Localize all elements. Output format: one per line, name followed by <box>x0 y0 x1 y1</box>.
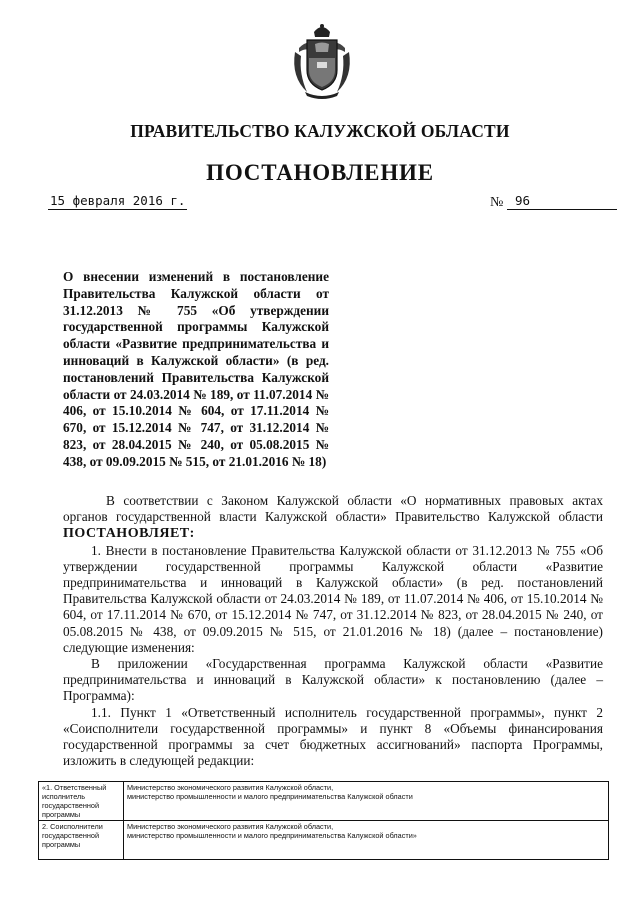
table-cell-line: министерство промышленности и малого предпринимательства Калужской области» <box>127 831 417 840</box>
table-row <box>39 821 609 860</box>
decree-word: ПОСТАНОВЛЯЕТ: <box>63 526 195 542</box>
table-cell-label: «1. Ответственный исполнитель государственной программы <box>39 782 124 821</box>
table-cell-label: 2. Соисполнители государственной программы <box>39 821 124 860</box>
document-number-label: № <box>490 195 504 210</box>
annex-paragraph: В приложении «Государственная программа Калужской области «Развитие предпринимательства и инноваций в Калужской области» к постановлению (далее – Программа): <box>63 656 603 704</box>
organization-title: ПРАВИТЕЛЬСТВО КАЛУЖСКОЙ ОБЛАСТИ <box>130 121 510 141</box>
document-number: 96 <box>507 193 617 210</box>
table-cell-value <box>124 821 609 860</box>
table-cell-line: министерство промышленности и малого предпринимательства Калужской области <box>127 792 413 801</box>
item-1-1-paragraph: 1.1. Пункт 1 «Ответственный исполнитель государственной программы», пункт 2 «Соисполнители государственной программы» и пункт 8 «Объемы финансирования государственной программы за счет бюджетных ассигнований» паспорта Программы, изложить в следующей редакции: <box>63 704 603 769</box>
table-row <box>39 782 609 821</box>
table-cell-value <box>124 782 609 821</box>
passport-table <box>38 781 609 860</box>
coat-of-arms-emblem <box>287 22 357 102</box>
table-cell-line: Министерство экономического развития Калужской области, <box>127 822 334 831</box>
document-type-title: ПОСТАНОВЛЕНИЕ <box>206 160 434 185</box>
document-date: 15 февраля 2016 г. <box>50 193 186 208</box>
preamble-text: В соответствии с Законом Калужской области «О нормативных правовых актах органов государственной власти Калужской области» Правительство Калужской области <box>63 493 603 525</box>
document-body <box>63 493 603 769</box>
table-cell-line: Министерство экономического развития Калужской области, <box>127 783 334 792</box>
preamble-paragraph <box>63 493 603 543</box>
item-1-paragraph: 1. Внести в постановление Правительства Калужской области от 31.12.2013 № 755 «Об утверждении государственной программы Калужской области «Развитие предпринимательства и инноваций в Калужской области» (в ред. постановлений Правительства Калужской области от 24.03.2014 № 189, от 11.07.2014 № 406, от 15.10.2014 № 604, от 17.11.2014 № 670, от 15.12.2014 № 747, от 31.12.2014 № 823, от 28.04.2015 № 240, от 05.08.2015 № 438, от 09.09.2015 № 515, от 21.01.2016 № 18) (далее – постановление) следующие изменения: <box>63 542 603 655</box>
document-subject: О внесении изменений в постановление Правительства Калужской области от 31.12.2013 № 755 «Об утверждении государственной программы Калужской области «Развитие предпринимательства и инноваций в Калужской области» (в ред. постановлений Правительства Калужской области от 24.03.2014 № 189, от 11.07.2014 № 406, от 15.10.2014 № 604, от 17.11.2014 № 670, от 15.12.2014 № 747, от 31.12.2014 № 823, от 28.04.2015 № 240, от 05.08.2015 № 438, от 09.09.2015 № 515, от 21.01.2016 № 18) <box>63 269 329 469</box>
